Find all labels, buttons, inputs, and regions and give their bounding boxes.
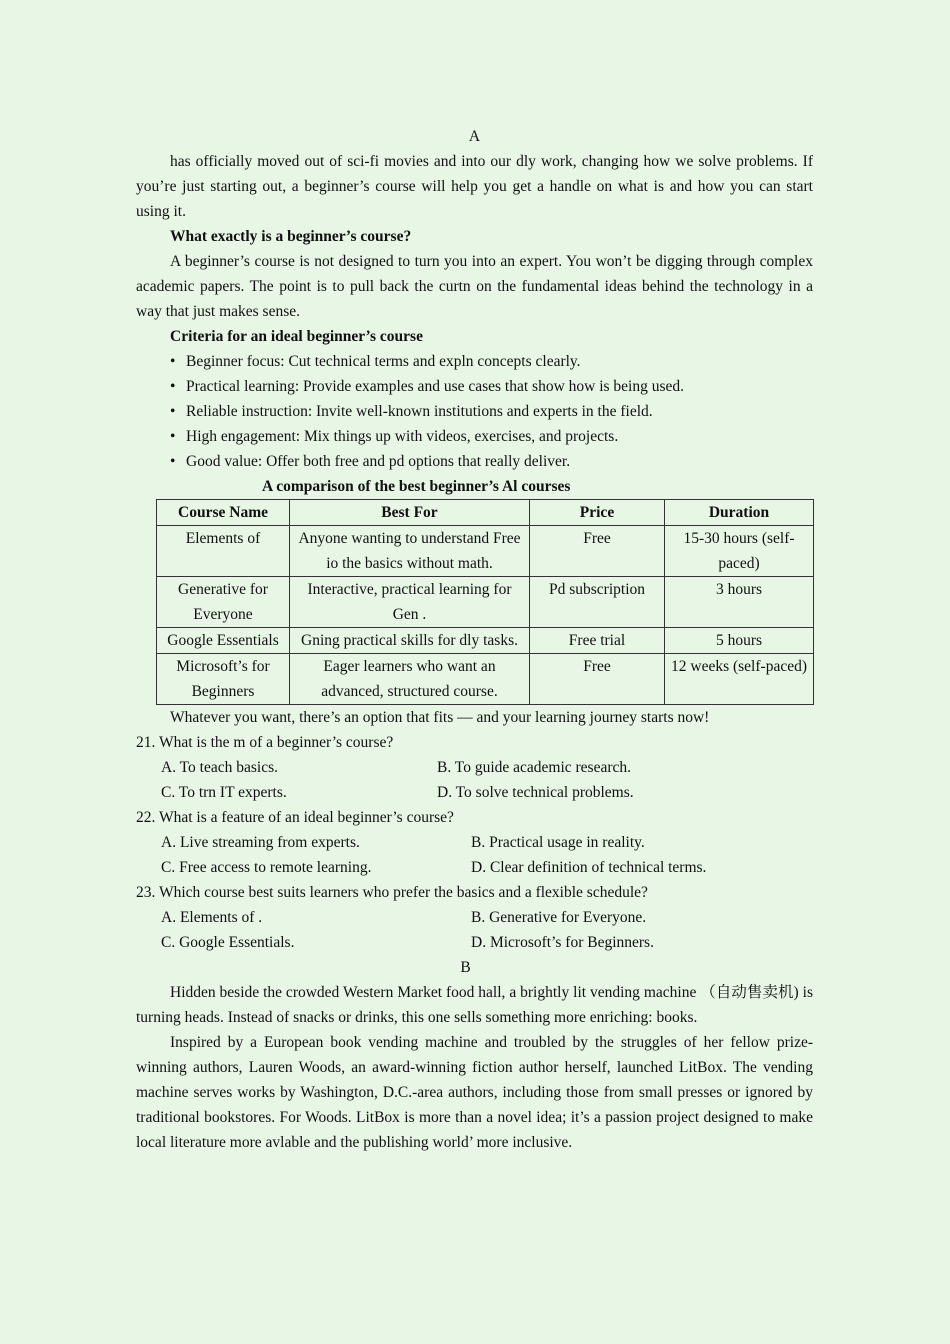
header-course-name: Course Name	[157, 500, 290, 526]
option-c: C. Free access to remote learning.	[161, 859, 372, 876]
option-b: B. Generative for Everyone.	[471, 909, 647, 926]
section-a-label: A	[468, 128, 481, 145]
cell-price: Free trial	[530, 628, 665, 654]
question-23-stem: 23. Which course best suits learners who prefer the basics and a flexible schedule?	[136, 884, 648, 901]
header-price: Price	[530, 500, 665, 526]
question-21-stem: 21. What is the m of a beginner’s course?	[136, 734, 394, 751]
cell-course-name: Elements of	[157, 526, 290, 577]
option-d: D. Clear definition of technical terms.	[471, 859, 707, 876]
criteria-item: • Reliable instruction: Invite well-known institutions and experts in the field.	[170, 399, 813, 424]
table-row	[157, 628, 814, 654]
table-title: A comparison of the best beginner’s Al courses	[262, 478, 571, 495]
question-21-options	[136, 755, 813, 805]
cell-duration: 12 weeks (self-paced)	[665, 654, 814, 705]
option-b: B. Practical usage in reality.	[471, 834, 645, 851]
option-c: C. To trn IT experts.	[161, 784, 287, 801]
option-a: A. Live streaming from experts.	[161, 834, 360, 851]
criteria-item: • High engagement: Mix things up with videos, exercises, and projects.	[170, 424, 813, 449]
cell-price: Pd subscription	[530, 577, 665, 628]
cell-duration: 15-30 hours (self-paced)	[665, 526, 814, 577]
cell-duration: 5 hours	[665, 628, 814, 654]
option-d: D. To solve technical problems.	[437, 784, 634, 801]
section-b-label: B	[460, 959, 471, 976]
cell-best-for: Gning practical skills for dly tasks.	[290, 628, 530, 654]
question-22-options	[136, 830, 813, 880]
cell-price: Free	[530, 654, 665, 705]
section-a-intro: has officially moved out of sci-fi movies and into our dly work, changing how we solve problems. If you’re just starting out, a beginner’s course will help you get a handle on what is and how you can start using it.	[136, 153, 813, 220]
cell-course-name: Microsoft’s for Beginners	[157, 654, 290, 705]
section-a-heading-1: What exactly is a beginner’s course?	[170, 228, 412, 245]
header-duration: Duration	[665, 500, 814, 526]
cell-course-name: Google Essentials	[157, 628, 290, 654]
section-a-closing: Whatever you want, there’s an option that fits — and your learning journey starts now!	[170, 709, 710, 726]
criteria-item: • Practical learning: Provide examples and use cases that show how is being used.	[170, 374, 813, 399]
cell-duration: 3 hours	[665, 577, 814, 628]
table-header-row	[157, 500, 814, 526]
option-a: A. To teach basics.	[161, 759, 278, 776]
question-23-options	[136, 905, 813, 955]
cell-price: Free	[530, 526, 665, 577]
table-row	[157, 654, 814, 705]
section-a-paragraph-2: A beginner’s course is not designed to turn you into an expert. You won’t be digging through complex academic papers. The point is to pull back the curtn on the fundamental ideas behind the technology in a way that just makes sense.	[136, 253, 813, 320]
criteria-item: • Beginner focus: Cut technical terms and expln concepts clearly.	[170, 349, 813, 374]
criteria-list	[136, 349, 813, 474]
section-b-paragraph-2: Inspired by a European book vending machine and troubled by the struggles of her fellow prize-winning authors, Lauren Woods, an award-winning fiction author herself, launched LitBox. The vending machine serves works by Washington, D.C.-area authors, including those from small presses or ignored by traditional bookstores. For Woods. LitBox is more than a novel idea; it’s a passion project designed to make local literature more avlable and the publishing world’ more inclusive.	[136, 1034, 813, 1151]
table-row	[157, 577, 814, 628]
course-comparison-table	[156, 499, 814, 705]
section-b-paragraph-1: Hidden beside the crowded Western Market food hall, a brightly lit vending machine （自动售卖机) is turning heads. Instead of snacks or drinks, this one sells something more enriching: books.	[136, 984, 813, 1026]
cell-course-name: Generative for Everyone	[157, 577, 290, 628]
criteria-item: • Good value: Offer both free and pd options that really deliver.	[170, 449, 813, 474]
cell-best-for: Anyone wanting to understand Free io the basics without math.	[290, 526, 530, 577]
option-b: B. To guide academic research.	[437, 759, 632, 776]
section-a-heading-2: Criteria for an ideal beginner’s course	[170, 328, 423, 345]
page-content	[136, 124, 813, 1155]
cell-best-for: Eager learners who want an advanced, structured course.	[290, 654, 530, 705]
header-best-for: Best For	[290, 500, 530, 526]
question-22-stem: 22. What is a feature of an ideal beginner’s course?	[136, 809, 454, 826]
cell-best-for: Interactive, practical learning for Gen .	[290, 577, 530, 628]
table-row	[157, 526, 814, 577]
option-d: D. Microsoft’s for Beginners.	[471, 934, 654, 951]
option-a: A. Elements of .	[161, 909, 263, 926]
option-c: C. Google Essentials.	[161, 934, 295, 951]
